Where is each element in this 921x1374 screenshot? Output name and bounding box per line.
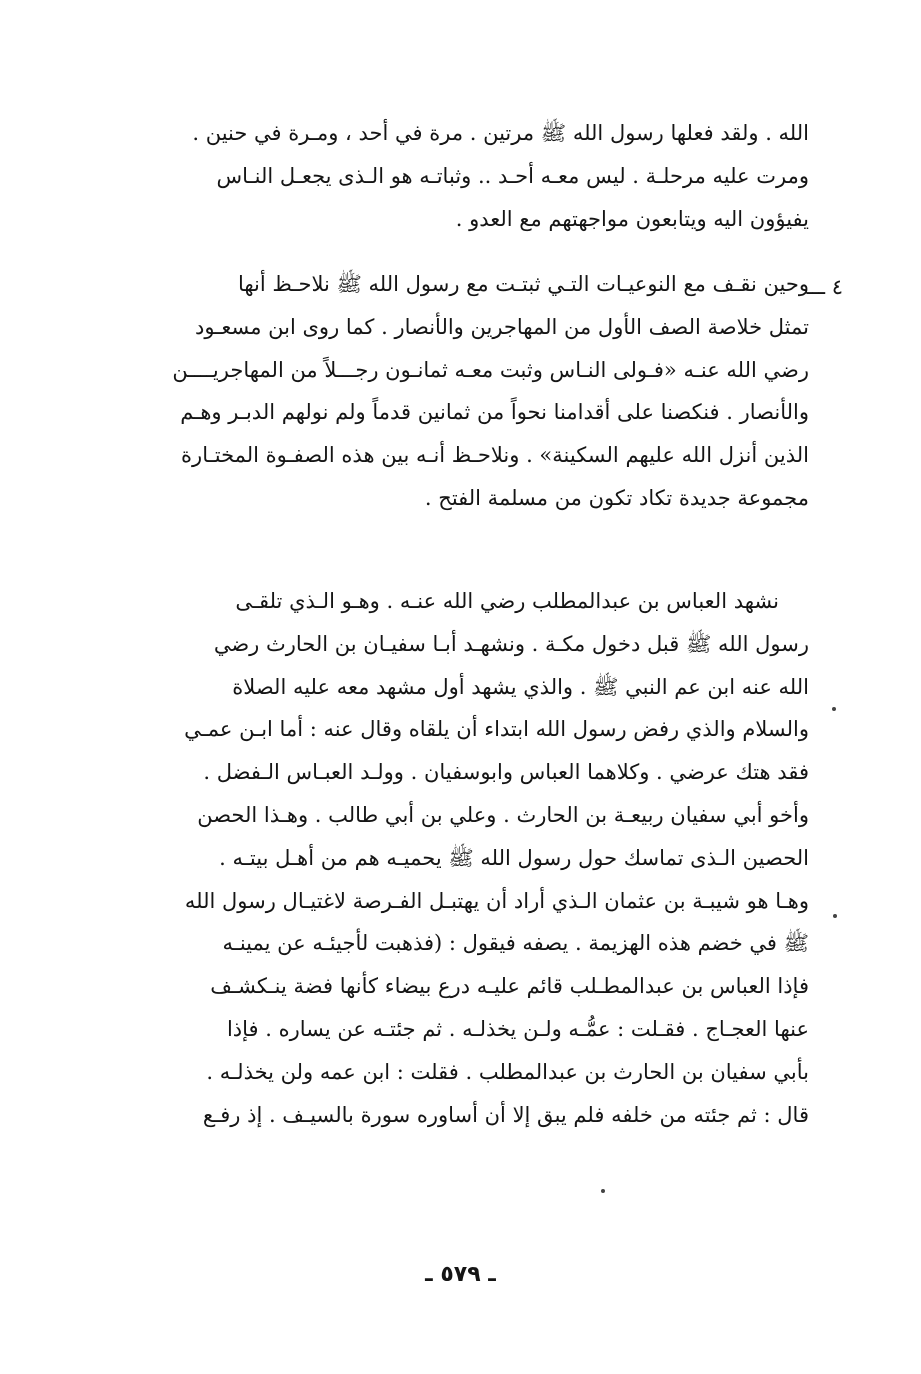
text-line: وهـا هو شيبـة بن عثمان الـذي أراد أن يهتبـل الفـرصة لاغتيـال رسول الله <box>184 888 809 913</box>
list-item-number: ٤ ـــ <box>806 275 843 299</box>
body-paragraph <box>111 580 809 1136</box>
text-line: بأبي سفيان بن الحارث بن عبدالمطلب . فقلت : ابن عمه ولن يخذلـه . <box>206 1059 809 1084</box>
text-line: فإذا العباس بن عبدالمطـلب قائم عليـه درع بيضاء كأنها فضة ينـكشـف <box>210 974 809 999</box>
text-line: والسلام والذي رفض رسول الله ابتداء أن يلقاه وقال عنه : أما ابـن عمـي <box>184 717 809 742</box>
page-number: ـ ٥٧٩ ـ <box>425 1262 496 1287</box>
text-line: عنها العجـاج . فقـلت : عمُّـه ولـن يخذلـه . ثم جئتـه عن يساره . فإذا <box>226 1016 809 1041</box>
text-line: رضي الله عنـه «فـولى النـاس وثبت معـه ثمانـون رجـــلاً من المهاجريــــن <box>172 357 809 382</box>
text-line: والأنصار . فنكصنا على أقدامنا نحواً من ثمانين قدماً ولم نولهم الدبـر وهـم <box>180 400 809 425</box>
scan-speck <box>832 707 836 711</box>
text-line: الله عنه ابن عم النبي ﷺ . والذي يشهد أول مشهد معه عليه الصلاة <box>232 674 809 699</box>
text-line: قال : ثم جئته من خلفه فلم يبق إلا أن أساوره سورة بالسيـف . إذ رفـع <box>202 1102 809 1127</box>
text-line: الله . ولقد فعلها رسول الله ﷺ مرتين . مرة في أحد ، ومـرة في حنين . <box>192 121 809 145</box>
scan-speck <box>601 1189 605 1193</box>
text-line: تمثل خلاصة الصف الأول من المهاجرين والأنصار . كما روى ابن مسعـود <box>195 314 809 339</box>
text-line: يفيؤون اليه ويتابعون مواجهتهم مع العدو . <box>455 206 809 231</box>
text-line: رسول الله ﷺ قبل دخول مكـة . ونشهـد أبـا سفيـان بن الحارث رضي <box>213 631 809 656</box>
numbered-paragraph <box>111 263 809 520</box>
text-line: ﷺ في خضم هذه الهزيمة . يصفه فيقول : (فذهبت لأجيئـه عن يمينـه <box>222 931 809 956</box>
text-line: وأخو أبي سفيان ربيعـة بن الحارث . وعلي بن أبي طالب . وهـذا الحصن <box>197 802 809 827</box>
scan-speck <box>833 914 837 918</box>
text-line: الحصين الـذى تماسك حول رسول الله ﷺ يحميـه هم من أهـل بيتـه . <box>219 845 809 870</box>
text-line: فقد هتك عرضي . وكلاهما العباس وابوسفيان . وولـد العبـاس الـفضل . <box>203 760 809 785</box>
text-line: ومرت عليه مرحلـة . ليس معـه أحـد .. وثباتـه هو الـذى يجعـل النـاس <box>216 163 809 188</box>
text-line: الذين أنزل الله عليهم السكينة» . ونلاحـظ أنـه بين هذه الصفـوة المختـارة <box>181 443 809 468</box>
text-line: نشهد العباس بن عبدالمطلب رضي الله عنـه . وهـو الـذي تلقـى <box>235 589 779 613</box>
text-line: وحين نقـف مع النوعيـات التـي ثبتـت مع رسول الله ﷺ نلاحـظ أنها <box>237 272 809 296</box>
paragraph-continuation <box>111 112 809 240</box>
text-line: مجموعة جديدة تكاد تكون من مسلمة الفتح . <box>424 485 809 510</box>
